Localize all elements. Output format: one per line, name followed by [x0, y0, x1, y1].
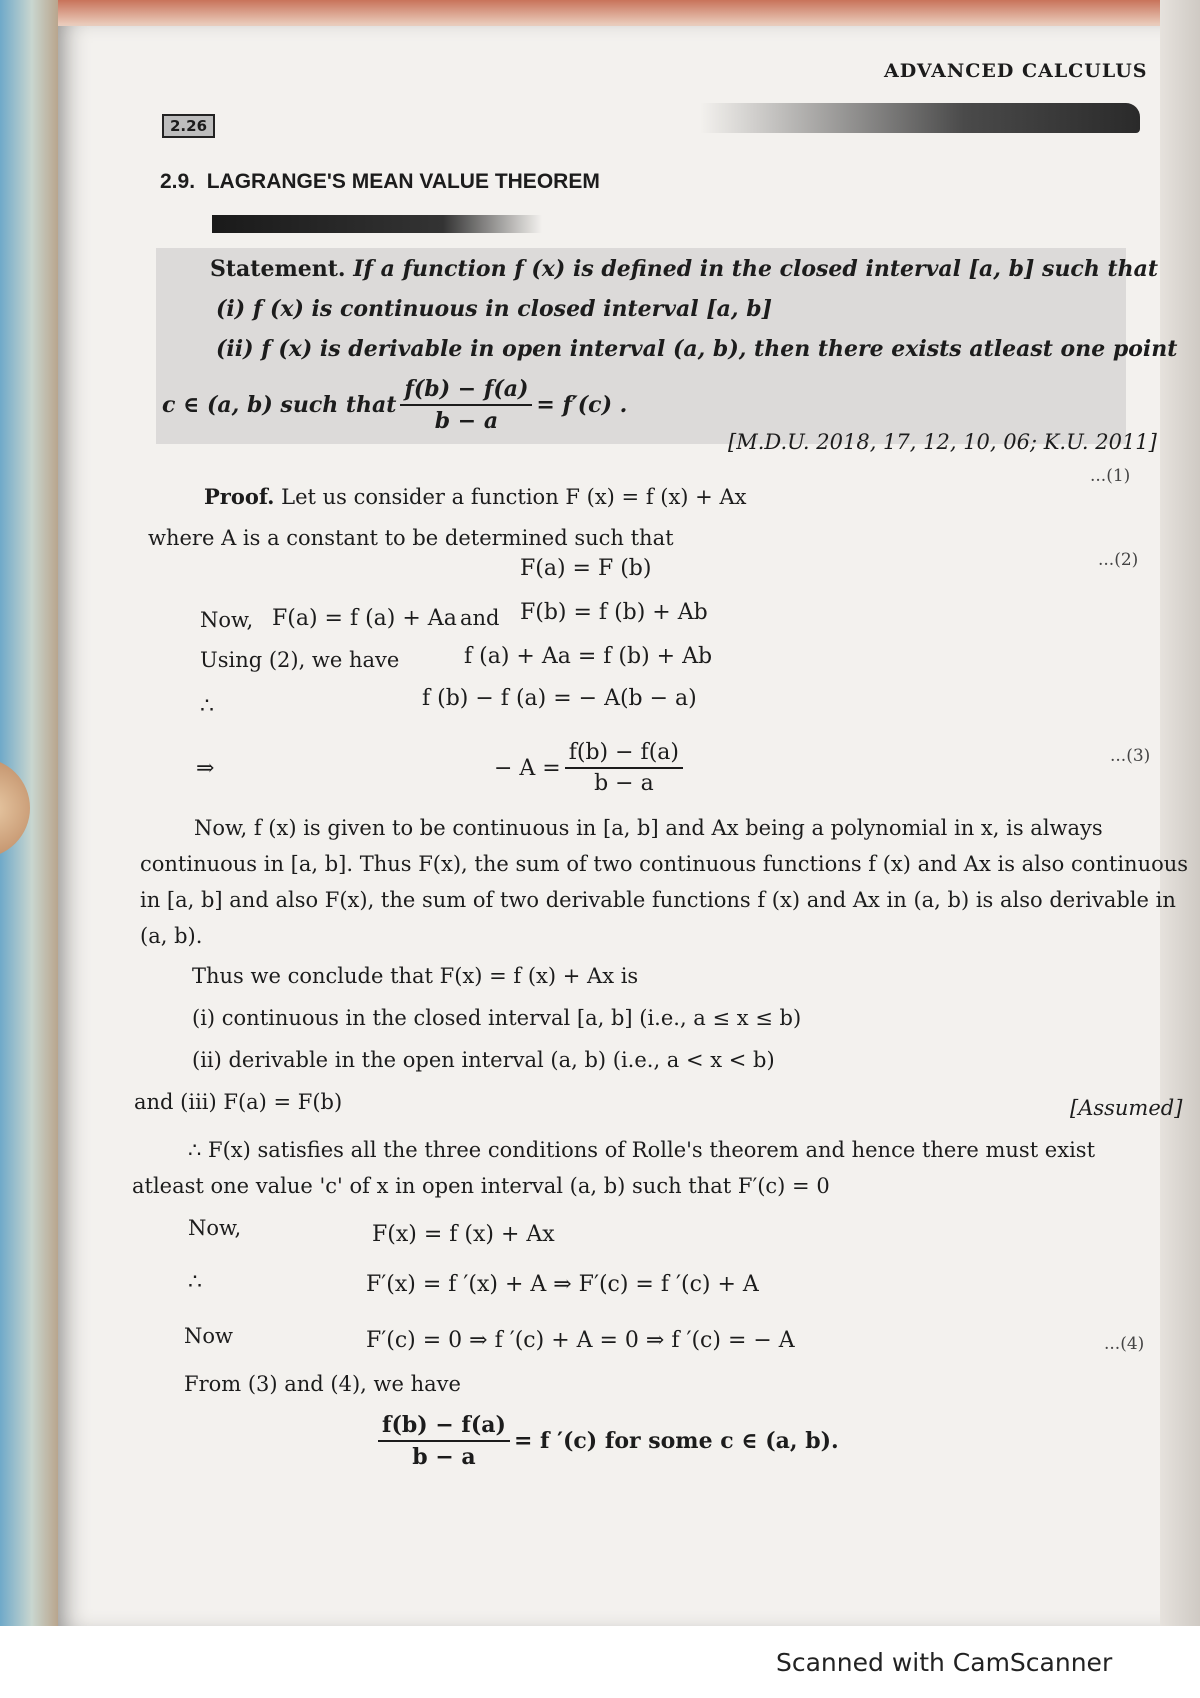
equation-number-1: ...(1): [1090, 466, 1131, 486]
now1-eq-b: F(b) = f (b) + Ab: [520, 600, 708, 625]
section-title: LAGRANGE'S MEAN VALUE THEOREM: [206, 170, 600, 193]
statement-line3: (ii) f (x) is derivable in open interval (a, b), then there exists atleast one point: [216, 336, 1178, 362]
fraction-numerator: f(b) − f(a): [400, 376, 532, 406]
statement-text: If a function f (x) is defined in the closed interval [a, b] such that: [353, 256, 1159, 282]
minus-a-label: − A =: [494, 755, 561, 781]
equation-number-2: ...(2): [1098, 550, 1139, 570]
fraction-denominator: b − a: [412, 1444, 476, 1470]
fraction-denominator: b − a: [434, 408, 499, 434]
section-rule: [212, 215, 542, 233]
equation-number-4: ...(4): [1104, 1334, 1145, 1354]
photo-edge-left: [0, 0, 58, 1698]
derivation-now2-eq: F′(c) = 0 ⇒ f ′(c) + A = 0 ⇒ f ′(c) = − A: [366, 1328, 795, 1353]
derivation-now-eq: F(x) = f (x) + Ax: [372, 1222, 555, 1247]
final-suffix: = f ′(c) for some c ∈ (a, b).: [513, 1428, 839, 1454]
therefore-eq: f (b) − f (a) = − A(b − a): [422, 686, 697, 711]
proof-line1: [204, 484, 746, 509]
proof-text: Let us consider a function F (x) = f (x) + Ax: [281, 485, 747, 509]
section-heading: [160, 170, 600, 194]
conclusion-item3: and (iii) F(a) = F(b): [134, 1090, 343, 1114]
statement-line4-suffix: = f′(c) .: [536, 392, 628, 418]
fraction-numerator: f(b) − f(a): [565, 740, 683, 769]
exam-reference: [M.D.U. 2018, 17, 12, 10, 06; K.U. 2011]: [728, 430, 1157, 454]
derivation-now2-label: Now: [184, 1324, 233, 1348]
proof-lead: Proof.: [204, 484, 275, 509]
paragraph-line1: Now, f (x) is given to be continuous in [a, b] and Ax being a polynomial in x, is always: [194, 816, 1103, 840]
derivation-therefore-eq: F′(x) = f ′(x) + A ⇒ F′(c) = f ′(c) + A: [366, 1272, 759, 1297]
now1-and: and: [460, 606, 500, 630]
assumed-note: [Assumed]: [1070, 1096, 1183, 1120]
derivation-from: From (3) and (4), we have: [184, 1372, 461, 1396]
statement-line2: (i) f (x) is continuous in closed interval [a, b]: [216, 296, 773, 322]
paragraph-line4: (a, b).: [140, 924, 203, 948]
proof-fraction: [565, 740, 683, 796]
statement-fraction: [400, 376, 532, 434]
photo-edge-right: [1160, 0, 1200, 1698]
derivation-therefore: ∴: [188, 1270, 202, 1295]
paragraph-line2: continuous in [a, b]. Thus F(x), the sum of two continuous functions f (x) and Ax is also continuous: [140, 852, 1189, 876]
statement-line1: [210, 256, 1158, 282]
statement-line4: [162, 376, 627, 434]
final-result: [374, 1412, 839, 1470]
scanner-label: Scanned with CamScanner: [776, 1648, 1113, 1677]
now1-eq-a: F(a) = f (a) + Aa: [272, 606, 457, 631]
proof-line3: F(a) = F (b): [520, 556, 652, 581]
fraction-numerator: f(b) − f(a): [378, 1412, 510, 1442]
using-eq: f (a) + Aa = f (b) + Ab: [464, 644, 713, 669]
fraction-denominator: b − a: [594, 771, 654, 796]
minus-a-equation: [494, 740, 687, 796]
now1-label: Now,: [200, 608, 254, 632]
rolle-line1: ∴ F(x) satisfies all the three conditions of Rolle's theorem and hence there must exist: [188, 1138, 1096, 1162]
conclusion-item2: (ii) derivable in the open interval (a, b) (i.e., a < x < b): [192, 1048, 775, 1072]
section-number: 2.9.: [160, 170, 196, 193]
page-number: 2.26: [162, 114, 215, 138]
header-rule: [700, 103, 1140, 133]
equation-number-3: ...(3): [1110, 746, 1151, 766]
using-label: Using (2), we have: [200, 648, 400, 672]
proof-line2: where A is a constant to be determined such that: [148, 526, 674, 550]
implies-symbol: ⇒: [196, 756, 215, 781]
therefore-symbol: ∴: [200, 694, 214, 719]
statement-lead: Statement.: [210, 256, 346, 282]
paragraph-line3: in [a, b] and also F(x), the sum of two derivable functions f (x) and Ax in (a, b) is also derivable in: [140, 888, 1176, 912]
derivation-now-label: Now,: [188, 1216, 242, 1240]
book-title: ADVANCED CALCULUS: [884, 60, 1148, 82]
statement-line4-prefix: c ∈ (a, b) such that: [162, 392, 397, 418]
conclusion-intro: Thus we conclude that F(x) = f (x) + Ax is: [192, 964, 639, 988]
rolle-line2: atleast one value 'c' of x in open interval (a, b) such that F′(c) = 0: [132, 1174, 830, 1198]
conclusion-item1: (i) continuous in the closed interval [a, b] (i.e., a ≤ x ≤ b): [192, 1006, 802, 1030]
final-fraction: [378, 1412, 510, 1470]
